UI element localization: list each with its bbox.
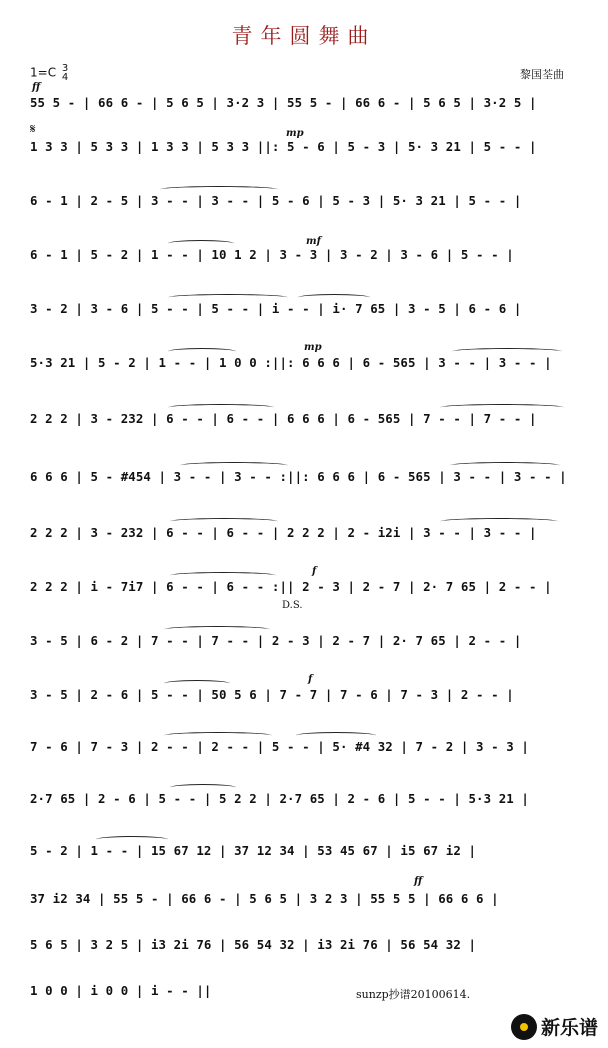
score-line-15: 5 - 2 | 1 - - | 15 67 12 | 37 12 34 | 53 45 67 | i5 67 i2 |: [30, 843, 477, 858]
dynamic-f-2: f: [308, 674, 313, 685]
slur: [452, 348, 562, 355]
score-line-9: 2 2 2 | 3 - 232 | 6 - - | 6 - - | 2 2 2 | 2 - i2i | 3 - - | 3 - - |: [30, 525, 537, 540]
logo-text: 新乐谱: [540, 1017, 598, 1039]
dynamic-f: f: [312, 566, 317, 577]
slur: [450, 462, 560, 469]
score-line-7: 2 2 2 | 3 - 232 | 6 - - | 6 - - | 6 6 6 | 6 - 565 | 7 - - | 7 - - |: [30, 411, 537, 426]
dynamic-ff: ff: [32, 82, 41, 93]
dynamic-ff-2: ff: [414, 876, 423, 887]
segno-icon: 𝄋: [30, 122, 36, 137]
slur: [168, 348, 236, 355]
slur: [298, 294, 370, 301]
dynamic-mp-2: mp: [304, 342, 322, 353]
slur: [296, 732, 376, 739]
slur: [96, 836, 168, 843]
score-line-8: 6 6 6 | 5 - #454 | 3 - - | 3 - - :||: 6 6 6 | 6 - 565 | 3 - - | 3 - - |: [30, 469, 567, 484]
slur: [168, 240, 234, 247]
score-line-6: 5·3 21 | 5 - 2 | 1 - - | 1 0 0 :||: 6 6 6 | 6 - 565 | 3 - - | 3 - - |: [30, 355, 552, 370]
time-sig-bottom: 4: [61, 72, 69, 83]
score-line-5: 3 - 2 | 3 - 6 | 5 - - | 5 - - | i - - | i· 7 65 | 3 - 5 | 6 - 6 |: [30, 301, 522, 316]
disc-icon: [511, 1014, 537, 1040]
score-line-11: 3 - 5 | 6 - 2 | 7 - - | 7 - - | 2 - 3 | 2 - 7 | 2· 7 65 | 2 - - |: [30, 633, 522, 648]
slur: [164, 732, 272, 739]
slur: [164, 626, 270, 633]
score-line-12: 3 - 5 | 2 - 6 | 5 - - | 50 5 6 | 7 - 7 | 7 - 6 | 7 - 3 | 2 - - |: [30, 687, 514, 702]
time-sig-top: 3: [61, 63, 69, 74]
score-line-2: 1 3 3 | 5 3 3 | 1 3 3 | 5 3 3 ||: 5 - 6 | 5 - 3 | 5· 3 21 | 5 - - |: [30, 139, 537, 154]
slur: [164, 680, 230, 687]
slur: [170, 572, 276, 579]
score-line-13: 7 - 6 | 7 - 3 | 2 - - | 2 - - | 5 - - | 5· #4 32 | 7 - 2 | 3 - 3 |: [30, 739, 529, 754]
ds-label: D.S.: [282, 600, 303, 611]
score-line-4: 6 - 1 | 5 - 2 | 1 - - | 10 1 2 | 3 - 3 | 3 - 2 | 3 - 6 | 5 - - |: [30, 247, 514, 262]
slur: [170, 518, 278, 525]
slur: [168, 294, 288, 301]
score-line-16: 37 i2 34 | 55 5 - | 66 6 - | 5 6 5 | 3 2 3 | 55 5 5 | 66 6 6 |: [30, 891, 499, 906]
score-line-14: 2·7 65 | 2 - 6 | 5 - - | 5 2 2 | 2·7 65 | 2 - 6 | 5 - - | 5·3 21 |: [30, 791, 529, 806]
slur: [440, 518, 558, 525]
site-logo: [511, 1013, 598, 1040]
score-line-3: 6 - 1 | 2 - 5 | 3 - - | 3 - - | 5 - 6 | 5 - 3 | 5· 3 21 | 5 - - |: [30, 193, 522, 208]
slur: [160, 186, 278, 193]
key-label: 1=C: [30, 65, 57, 80]
score-line-10: 2 2 2 | i - 7i7 | 6 - - | 6 - - :|| 2 - 3 | 2 - 7 | 2· 7 65 | 2 - - |: [30, 579, 552, 594]
score-line-17: 5 6 5 | 3 2 5 | i3 2i 76 | 56 54 32 | i3 2i 76 | 56 54 32 |: [30, 937, 477, 952]
dynamic-mp: mp: [286, 128, 304, 139]
score-line-18: 1 0 0 | i 0 0 | i - - ||: [30, 983, 212, 998]
slur: [180, 462, 288, 469]
transcriber-credit: sunzp抄谱20100614.: [356, 988, 471, 1001]
time-signature: [62, 64, 68, 82]
page-title: 青年圆舞曲: [231, 24, 377, 48]
slur: [170, 784, 236, 791]
composer: 黎国荃曲: [520, 68, 564, 81]
dynamic-mf: mf: [306, 236, 321, 247]
key-signature: [30, 64, 68, 82]
score-line-1: 55 5 - | 66 6 - | 5 6 5 | 3·2 3 | 55 5 - | 66 6 - | 5 6 5 | 3·2 5 |: [30, 95, 537, 110]
slur: [440, 404, 564, 411]
slur: [168, 404, 274, 411]
